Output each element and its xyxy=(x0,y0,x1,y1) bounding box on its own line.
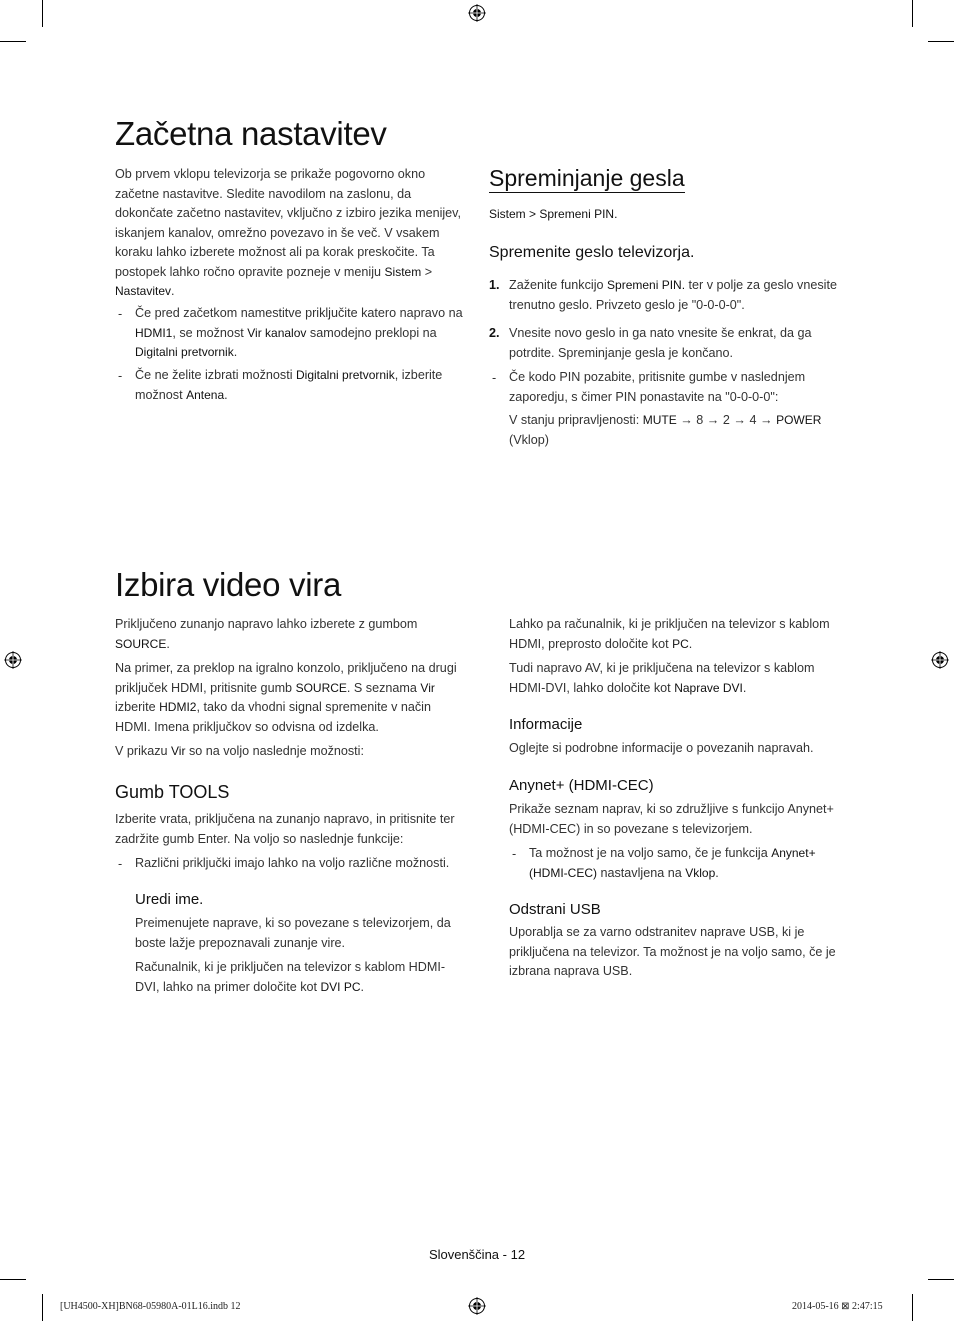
information-description: Oglejte si podrobne informacije o povezanih napravah. xyxy=(509,741,814,755)
step-number: 2. xyxy=(489,326,500,340)
pin-reset-note: Če kodo PIN pozabite, pritisnite gumbe v naslednjem zaporedju, s čimer PIN ponastavite na "0-0-0-0": xyxy=(509,370,806,404)
crop-mark xyxy=(0,1279,26,1280)
print-date-slug: 2014-05-16 ⊠ 2:47:15 xyxy=(792,1301,883,1312)
page-number: Slovenščina - 12 xyxy=(428,1247,526,1262)
crop-mark xyxy=(912,0,913,27)
breadcrumb: Sistem > Spremeni PIN. xyxy=(489,207,618,221)
registration-mark-icon xyxy=(468,4,486,22)
initial-setup-note-hdmi: Če pred začetkom namestitve priključite katero napravo na HDMI1, se možnost Vir kanalov samodejno preklopi na Digitalni pretvornik. xyxy=(135,306,463,359)
source-example: Na primer, za preklop na igralno konzolo, priključeno na drugi priključek HDMI, pritisnite gumb SOURCE. S seznama Vir izberite HDMI2, tako da vhodni signal spremenite v način HDMI. Imena priključkov so odvisna od izdelka. xyxy=(115,661,457,734)
edit-name-dvi-pc: Računalnik, ki je priključen na televizor s kablom HDMI-DVI, lahko na primer določite kot DVI PC. xyxy=(135,960,446,994)
page-title-source-selection: Izbira video vira xyxy=(115,566,341,603)
crop-mark xyxy=(928,41,954,42)
step-number: 1. xyxy=(489,278,500,292)
option-title-edit-name: Uredi ime. xyxy=(135,891,204,908)
registration-mark-icon xyxy=(4,651,22,669)
note-dash: - xyxy=(118,857,123,871)
initial-setup-intro: Ob prvem vklopu televizorja se prikaže pogovorno okno začetne nastavitve. Sledite navodilom na zaslonu, da dokončate začetno nastavitev, vključno z izbiro jezika menijev, iskanjem kanalov, omrežno povezavo in še več. V vsakem koraku lahko izberete možnost ali pa korak preskočite. Ta postopek lahko ročno opravite pozneje v meniju Sistem > Nastavitev. xyxy=(115,167,462,298)
edit-name-pc: Lahko pa računalnik, ki je priključen na televizor s kablom HDMI, preprosto določite kot PC. xyxy=(509,617,830,651)
registration-mark-icon xyxy=(468,1297,486,1315)
remove-usb-description: Uporablja se za varno odstranitev naprave USB, ki je priključena na televizor. Ta možnost je na voljo samo, če je izbrana naprava USB. xyxy=(509,925,836,978)
tools-description: Izberite vrata, priključena na zunanjo napravo, in pritisnite ter zadržite gumb Enter. Na voljo so naslednje funkcije: xyxy=(115,812,455,846)
source-options-intro: V prikazu Vir so na voljo naslednje možnosti: xyxy=(115,744,364,758)
note-dash: - xyxy=(492,371,497,385)
note-dash: - xyxy=(118,307,123,321)
anynet-description: Prikaže seznam naprav, ki so združljive s funkcijo Anynet+ (HDMI-CEC) in so povezane s televizorjem. xyxy=(509,802,834,836)
edit-name-dvi-devices: Tudi napravo AV, ki je priključena na televizor s kablom HDMI-DVI, lahko določite kot Naprave DVI. xyxy=(509,661,815,695)
step-1-text: Zaženite funkcijo Spremeni PIN. ter v polje za geslo vnesite trenutno geslo. Privzeto geslo je "0-0-0-0". xyxy=(509,278,837,312)
pin-reset-sequence: V stanju pripravljenosti: MUTE → 8 → 2 → 4 → POWER (Vklop) xyxy=(509,413,822,447)
anynet-note: Ta možnost je na voljo samo, če je funkcija Anynet+ (HDMI-CEC) nastavljena na Vklop. xyxy=(529,846,816,880)
note-dash: - xyxy=(118,369,123,383)
tools-note: Različni priključki imajo lahko na voljo različne možnosti. xyxy=(135,856,450,870)
subsection-title-change-tv-password: Spremenite geslo televizorja. xyxy=(489,244,695,261)
source-intro: Priključeno zunanjo napravo lahko izberete z gumbom SOURCE. xyxy=(115,617,418,651)
crop-mark xyxy=(42,1294,43,1321)
print-file-slug: [UH4500-XH]BN68-05980A-01L16.indb 12 xyxy=(60,1301,241,1312)
crop-mark xyxy=(42,0,43,27)
option-title-information: Informacije xyxy=(509,716,583,733)
section-title-change-password: Spreminjanje gesla xyxy=(489,165,685,191)
note-dash: - xyxy=(512,847,517,861)
step-2-text: Vnesite novo geslo in ga nato vnesite še enkrat, da ga potrdite. Spreminjanje gesla je končano. xyxy=(509,326,812,360)
registration-mark-icon xyxy=(931,651,949,669)
subsection-title-tools-button: Gumb TOOLS xyxy=(115,782,230,802)
crop-mark xyxy=(912,1294,913,1321)
crop-mark xyxy=(0,41,26,42)
option-title-remove-usb: Odstrani USB xyxy=(509,901,601,918)
option-title-anynet: Anynet+ (HDMI-CEC) xyxy=(509,777,654,794)
edit-name-description: Preimenujete naprave, ki so povezane s televizorjem, da boste lažje prepoznavali zunanje vire. xyxy=(135,916,451,950)
initial-setup-note-antenna: Če ne želite izbrati možnosti Digitalni pretvornik, izberite možnost Antena. xyxy=(135,368,443,402)
crop-mark xyxy=(928,1279,954,1280)
page-title-initial-setup: Začetna nastavitev xyxy=(115,115,387,152)
